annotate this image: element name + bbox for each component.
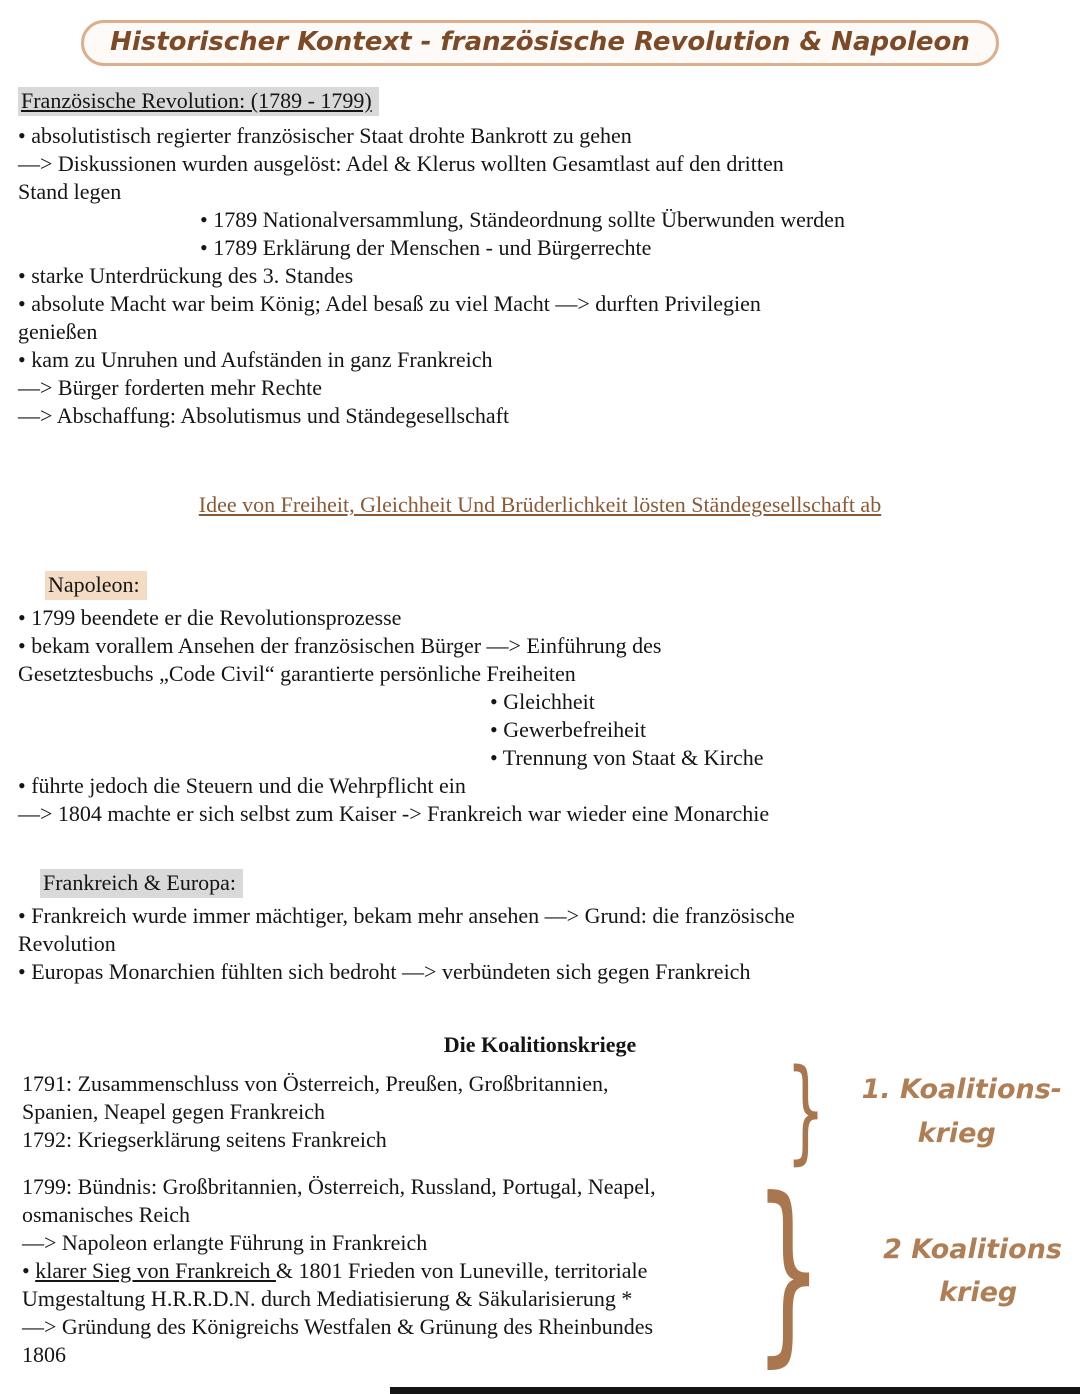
screen-edge-bar	[390, 1387, 1080, 1394]
text-line: Stand legen	[18, 179, 122, 204]
text-line: • 1799 beendete er die Revolutionsprozesse	[18, 605, 402, 630]
text-line: —> Bürger forderten mehr Rechte	[18, 375, 323, 400]
idea-statement: Idee von Freiheit, Gleichheit Und Brüderlichkeit lösten Ständegesellschaft ab	[198, 492, 882, 517]
revolution-heading-row	[18, 88, 1062, 114]
text-line: Umgestaltung H.R.R.D.N. durch Mediatisierung & Säkularisierung *	[22, 1286, 633, 1312]
bullet-prefix: •	[22, 1258, 36, 1284]
text-line: Revolution	[18, 931, 116, 956]
annotation-line: 2 Koalitions	[883, 1234, 1062, 1265]
section-koalitionskriege	[18, 1032, 1062, 1385]
text-line: • kam zu Unruhen und Aufständen in ganz Frankreich	[18, 347, 493, 372]
revolution-heading: Französische Revolution: (1789 - 1799)	[18, 87, 379, 116]
koalition-block-2	[22, 1156, 1062, 1385]
napoleon-heading-row	[45, 572, 1062, 598]
curly-brace-icon: }	[754, 1156, 823, 1385]
text-line-indented: • Trennung von Staat & Kirche	[490, 745, 764, 770]
phrase-rest: & 1801 Frieden von Luneville, territoriale	[275, 1258, 648, 1284]
text-line: • absolute Macht war beim König; Adel besaß zu viel Macht —> durften Privilegien	[18, 291, 761, 316]
napoleon-heading: Napoleon:	[45, 571, 147, 600]
koalition-block-1-text	[22, 1070, 786, 1154]
text-line: 1799: Bündnis: Großbritannien, Österreich, Russland, Portugal, Neapel,	[22, 1174, 656, 1200]
page-title: Historischer Kontext - französische Revolution & Napoleon	[81, 20, 999, 66]
text-line: • bekam vorallem Ansehen der französischen Bürger —> Einführung des	[18, 633, 662, 658]
koalition-block-2-text	[22, 1173, 754, 1369]
text-line: • führte jedoch die Steuern und die Wehrpflicht ein	[18, 773, 466, 798]
text-line: —> Abschaffung: Absolutismus und Ständegesellschaft	[18, 403, 510, 428]
text-line: 1791: Zusammenschluss von Österreich, Preußen, Großbritannien,	[22, 1070, 609, 1096]
annotation-line: krieg	[939, 1277, 1018, 1309]
europa-heading: Frankreich & Europa:	[40, 869, 243, 898]
text-line: • starke Unterdrückung des 3. Standes	[18, 263, 354, 288]
text-line: —> 1804 machte er sich selbst zum Kaiser -> Frankreich war wieder eine Monarchie	[18, 801, 770, 826]
section-napoleon	[18, 572, 1062, 828]
text-line: Gesetztesbuchs „Code Civil“ garantierte persönliche Freiheiten	[18, 661, 576, 686]
text-line-indented: • 1789 Erklärung der Menschen - und Bürgerrechte	[200, 235, 652, 260]
text-line: genießen	[18, 319, 98, 344]
koalition-title: Die Koalitionskriege	[443, 1032, 637, 1057]
curly-brace-icon: }	[786, 1046, 826, 1176]
text-line-indented: • 1789 Nationalversammlung, Ständeordnung sollte Überwunden werden	[200, 207, 845, 232]
text-line: • Europas Monarchien fühlten sich bedroht —> verbündeten sich gegen Frankreich	[18, 959, 751, 984]
text-line-indented: • Gleichheit	[490, 689, 595, 714]
text-line: —> Diskussionen wurden ausgelöst: Adel & Klerus wollten Gesamtlast auf den dritten	[18, 151, 784, 176]
text-line-indented: • Gewerbefreiheit	[490, 717, 647, 742]
section-europa	[18, 870, 1062, 986]
text-line: 1792: Kriegserklärung seitens Frankreich	[22, 1126, 387, 1152]
koalition-block-1	[22, 1046, 1062, 1176]
title-row	[18, 20, 1062, 66]
text-line: 1806	[22, 1342, 66, 1368]
text-line: —> Napoleon erlangte Führung in Frankreich	[22, 1230, 428, 1256]
text-line: osmanisches Reich	[22, 1202, 191, 1228]
text-line: • absolutistisch regierter französischer Staat drohte Bankrott zu gehen	[18, 123, 632, 148]
europa-heading-row	[40, 870, 1062, 896]
underlined-phrase: klarer Sieg von Frankreich	[35, 1258, 276, 1284]
handwritten-annotation-1	[862, 1068, 1062, 1154]
idea-row	[18, 492, 1062, 518]
section-revolution	[18, 88, 1062, 430]
text-line: —> Gründung des Königreichs Westfalen & Grünung des Rheinbundes	[22, 1314, 654, 1340]
text-line: Spanien, Neapel gegen Frankreich	[22, 1098, 325, 1124]
annotation-line: 1. Koalitions-	[861, 1074, 1062, 1106]
handwritten-annotation-2	[883, 1228, 1062, 1314]
text-line: • Frankreich wurde immer mächtiger, bekam mehr ansehen —> Grund: die französische	[18, 903, 795, 928]
annotation-line: krieg	[917, 1117, 996, 1149]
text-line-partially-underlined	[22, 1257, 754, 1285]
